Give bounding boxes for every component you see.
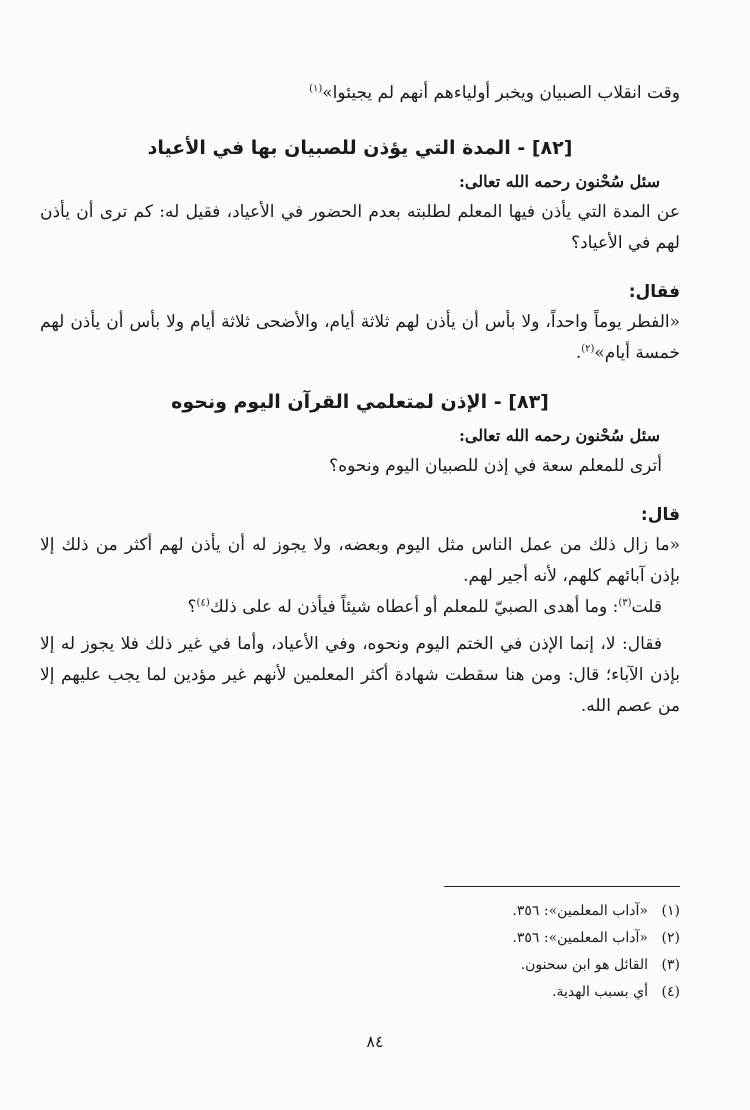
footnote-text: القائل هو ابن سحنون. (520, 957, 648, 973)
footnote-ref: (٣) (618, 597, 632, 609)
footnote-item (280, 979, 680, 1006)
footnote-item (280, 952, 680, 979)
question-intro: سئل سُحْنون رحمه الله تعالى: (458, 172, 660, 191)
footnote-number: (١) (661, 903, 680, 919)
section-heading: [٨٢] - المدة التي يؤذن للصبيان بها في الأعياد (147, 137, 573, 159)
answer-label: فقال: (628, 282, 680, 302)
footnote-number: (٢) (661, 930, 680, 946)
page-number: ٨٤ (366, 1032, 384, 1051)
footnotes (280, 898, 680, 1006)
question-intro: سئل سُحْنون رحمه الله تعالى: (458, 426, 660, 445)
question-line: قلت$^{(٣)}$: وما أهدى الصبيّ للمعلم أو أعطاه شيئاً فيأذن له على ذلك$^{(٤)}$؟ (187, 597, 662, 617)
footnote-ref: (٤) (196, 597, 210, 609)
footnote-number: (٣) (661, 957, 680, 973)
footnote-divider (444, 886, 680, 887)
footnote-item (280, 925, 680, 952)
footnote-text: «آداب المعلمين»: ٣٥٦. (512, 930, 648, 946)
text-line: وقت انقلاب الصبيان ويخبر أولياءهم أنهم لم يجيئوا»$^{(١)}$ (309, 83, 680, 103)
footnote-item (280, 898, 680, 925)
footnote-ref: (١) (309, 83, 323, 95)
footnote-text: أي بسبب الهدية. (552, 984, 648, 1000)
paragraph: عن المدة التي يأذن فيها المعلم لطلبته بعدم الحضور في الأعياد، فقيل له: كم ترى أن يأذن لهم في الأعياد؟ (40, 202, 680, 253)
footnote-text: «آداب المعلمين»: ٣٥٦. (512, 903, 648, 919)
footnote-ref: (٢) (581, 343, 595, 355)
paragraph: فقال: لا، إنما الإذن في الختم اليوم ونحوه، وفي الأعياد، وأما في غير ذلك فلا يجوز له إلا بإذن الآباء؛ قال: ومن هنا سقطت شهادة أكثر المعلمين لأنهم غير مؤدين لما يجب عليهم إلا من عصم الله. (40, 634, 680, 716)
paragraph: «الفطر يوماً واحداً، ولا بأس أن يأذن لهم ثلاثة أيام، والأضحى ثلاثة أيام ولا بأس أن يأذن لهم خمسة أيام»$^{(٢)}$. (40, 312, 680, 363)
page-body (40, 78, 680, 722)
text-line: أترى للمعلم سعة في إذن للصبيان اليوم ونحوه؟ (329, 456, 662, 476)
footnote-number: (٤) (661, 984, 680, 1000)
answer-label: قال: (640, 505, 680, 525)
section-heading: [٨٣] - الإذن لمتعلمي القرآن اليوم ونحوه (171, 391, 549, 413)
paragraph: «ما زال ذلك من عمل الناس مثل اليوم وبعضه، ولا يجوز له أن يأذن لهم أكثر من ذلك إلا بإذن آبائهم كلهم، لأنه أجير لهم. (40, 535, 680, 586)
